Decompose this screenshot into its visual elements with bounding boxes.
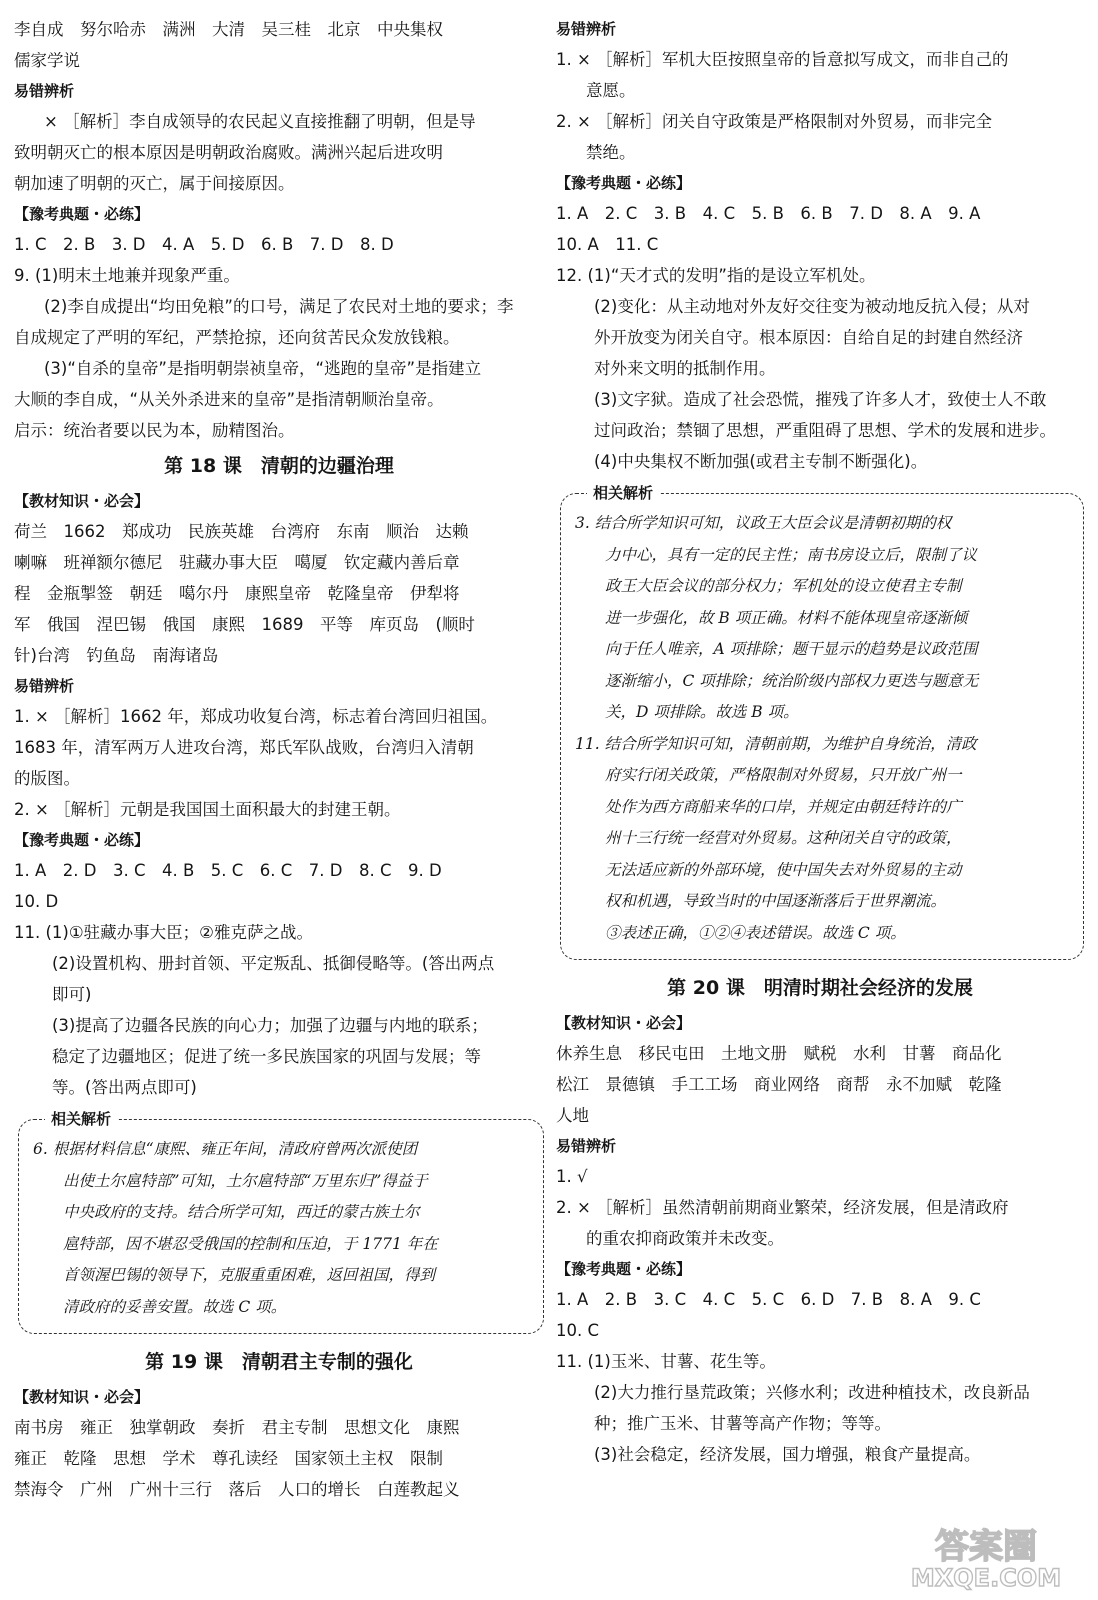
analysis-line: 州十三行统一经营对外贸易。这种闭关自守的政策，: [605, 829, 962, 847]
text-line: 朝加速了明朝的灭亡，属于间接原因。: [14, 174, 295, 193]
related-analysis-box: [560, 484, 1084, 960]
text-line: (2)变化：从主动地对外友好交往变为被动地反抗入侵；从对: [594, 297, 1030, 316]
text-line: 李自成 努尔哈赤 满洲 大清 吴三桂 北京 中央集权: [14, 20, 443, 39]
analysis-line: 3. 结合所学知识可知，议政王大臣会议是清朝初期的权: [575, 514, 952, 532]
text-line: × ［解析］李自成领导的农民起义直接推翻了明朝，但是导: [44, 112, 476, 131]
text-line: 启示：统治者要以民为本，励精图治。: [14, 421, 295, 440]
analysis-line: 府实行闭关政策，严格限制对外贸易，只开放广州一: [605, 766, 962, 784]
analysis-line: 力中心，具有一定的民主性；南书房设立后，限制了议: [605, 545, 978, 564]
analysis-line: 中央政府的支持。结合所学可知，西迁的蒙古族土尔: [63, 1203, 420, 1221]
text-line: (3)提高了边疆各民族的向心力；加强了边疆与内地的联系；: [52, 1016, 488, 1035]
text-line: 12. (1)“天才式的发明”指的是设立军机处。: [556, 266, 876, 285]
text-line: 9. (1)明末土地兼并现象严重。: [14, 266, 240, 285]
analysis-line: 关，D 项排除。故选 B 项。: [605, 703, 799, 721]
text-line: 过问政治；禁锢了思想，严重阻碍了思想、学术的发展和进步。: [594, 421, 1056, 440]
text-line: (3)“自杀的皇帝”是指明朝崇祯皇帝，“逃跑的皇帝”是指建立: [44, 359, 482, 378]
section-heading: 【豫考典题・必练】: [556, 1260, 692, 1278]
section-heading: 易错辨析: [14, 82, 75, 100]
section-heading: 【教材知识・必会】: [556, 1014, 692, 1032]
text-line: 南书房 雍正 独掌朝政 奏折 君主专制 思想文化 康熙: [14, 1418, 460, 1437]
section-heading: 【教材知识・必会】: [14, 1388, 150, 1406]
text-line: 2. × ［解析］元朝是我国国土面积最大的封建王朝。: [14, 800, 401, 819]
text-line: 针)台湾 钓鱼岛 南海诸岛: [14, 646, 219, 665]
analysis-line: 处作为西方商船来华的口岸，并规定由朝廷特许的广: [605, 797, 962, 816]
text-line: 意愿。: [586, 81, 636, 100]
text-line: 10. C: [556, 1321, 600, 1340]
analysis-line: 逐渐缩小，C 项排除；统治阶级内部权力更迭与题意无: [605, 671, 979, 690]
section-heading: 易错辨析: [14, 677, 75, 695]
text-line: 11. (1)①驻藏办事大臣；②雅克萨之战。: [14, 923, 313, 942]
text-line: 大顺的李自成，“从关外杀进来的皇帝”是指清朝顺治皇帝。: [14, 390, 444, 409]
text-line: 休养生息 移民屯田 土地文册 赋税 水利 甘薯 商品化: [556, 1044, 1002, 1063]
text-line: 外开放变为闭关自守。根本原因：自给自足的封建自然经济: [594, 328, 1023, 347]
text-line: 1. A 2. C 3. B 4. C 5. B 6. B 7. D 8. A 9. A: [556, 204, 981, 223]
lesson-title: 第 20 课 明清时期社会经济的发展: [667, 977, 973, 999]
watermark-url: MXQE.COM: [910, 1564, 1062, 1592]
text-line: (4)中央集权不断加强(或君主专制不断强化)。: [594, 452, 928, 471]
text-line: 禁海令 广州 广州十三行 落后 人口的增长 白莲教起义: [14, 1480, 460, 1499]
text-line: 儒家学说: [14, 51, 80, 70]
box-label: 相关解析: [587, 482, 659, 504]
analysis-line: 无法适应新的外部环境，使中国失去对外贸易的主动: [605, 860, 962, 879]
text-line: 喇嘛 班禅额尔德尼 驻藏办事大臣 噶厦 钦定藏内善后章: [14, 553, 460, 572]
watermark-logo: [888, 1520, 1084, 1592]
text-line: 种；推广玉米、甘薯等高产作物；等等。: [594, 1414, 891, 1433]
analysis-line: 扈特部，因不堪忍受俄国的控制和压迫，于 1771 年在: [63, 1234, 438, 1253]
text-line: 1. √: [556, 1167, 588, 1186]
analysis-line: ③表述正确，①②④表述错误。故选 C 项。: [605, 923, 906, 942]
text-line: 程 金瓶掣签 朝廷 噶尔丹 康熙皇帝 乾隆皇帝 伊犁将: [14, 584, 460, 603]
text-line: (3)文字狱。造成了社会恐慌，摧残了许多人才，致使士人不敢: [594, 390, 1047, 409]
analysis-line: 6. 根据材料信息“康熙、雍正年间，清政府曾两次派使团: [33, 1140, 418, 1158]
text-line: 的版图。: [14, 769, 80, 788]
text-line: 松江 景德镇 手工工场 商业网络 商帮 永不加赋 乾隆: [556, 1075, 1002, 1094]
section-heading: 【教材知识・必会】: [14, 492, 150, 510]
text-line: 对外来文明的抵制作用。: [594, 359, 776, 378]
analysis-line: 首领渥巴锡的领导下，克服重重困难，返回祖国，得到: [63, 1266, 436, 1284]
section-heading: 易错辨析: [556, 20, 617, 38]
right-column: [556, 14, 1084, 1470]
text-line: 荷兰 1662 郑成功 民族英雄 台湾府 东南 顺治 达赖: [14, 522, 469, 541]
lesson-title: 第 19 课 清朝君主专制的强化: [145, 1351, 413, 1373]
text-line: 10. A 11. C: [556, 235, 659, 254]
analysis-line: 11. 结合所学知识可知，清朝前期，为维护自身统治，清政: [575, 734, 977, 753]
text-line: 军 俄国 涅巴锡 俄国 康熙 1689 平等 库页岛 (顺时: [14, 615, 475, 634]
text-line: 人地: [556, 1106, 589, 1125]
text-line: 禁绝。: [586, 143, 636, 162]
text-line: 雍正 乾隆 思想 学术 尊孔读经 国家领土主权 限制: [14, 1449, 443, 1468]
watermark-text: 答案圈: [935, 1527, 1037, 1567]
text-line: 稳定了边疆地区；促进了统一多民族国家的巩固与发展；等: [52, 1047, 481, 1066]
text-line: 11. (1)玉米、甘薯、花生等。: [556, 1352, 776, 1371]
text-line: 自成规定了严明的军纪，严禁抢掠，还向贫苦民众发放钱粮。: [14, 328, 460, 347]
analysis-line: 政王大臣会议的部分权力；军机处的设立使君主专制: [605, 577, 962, 595]
text-line: 1683 年，清军两万人进攻台湾，郑氏军队战败，台湾归入清朝: [14, 738, 474, 757]
text-line: 1. C 2. B 3. D 4. A 5. D 6. B 7. D 8. D: [14, 235, 394, 254]
left-column: [14, 14, 544, 1505]
text-line: 等。(答出两点即可): [52, 1078, 197, 1097]
box-label: 相关解析: [45, 1108, 117, 1130]
analysis-line: 清政府的妥善安置。故选 C 项。: [63, 1297, 287, 1316]
section-heading: 【豫考典题・必练】: [14, 831, 150, 849]
text-line: (3)社会稳定，经济发展，国力增强，粮食产量提高。: [594, 1445, 981, 1464]
text-line: (2)大力推行垦荒政策；兴修水利；改进种植技术，改良新品: [594, 1383, 1030, 1402]
text-line: 1. A 2. D 3. C 4. B 5. C 6. C 7. D 8. C 9. D: [14, 861, 442, 880]
text-line: 1. × ［解析］军机大臣按照皇帝的旨意拟写成文，而非自己的: [556, 50, 1009, 69]
text-line: (2)设置机构、册封首领、平定叛乱、抵御侵略等。(答出两点: [52, 954, 495, 973]
text-line: 1. × ［解析］1662 年，郑成功收复台湾，标志着台湾回归祖国。: [14, 707, 498, 726]
text-line: 即可): [52, 985, 92, 1004]
text-line: 致明朝灭亡的根本原因是明朝政治腐败。满洲兴起后进攻明: [14, 143, 443, 162]
text-line: 1. A 2. B 3. C 4. C 5. C 6. D 7. B 8. A 9. C: [556, 1290, 981, 1309]
analysis-line: 向于任人唯亲，A 项排除；题干显示的趋势是议政范围: [605, 640, 978, 658]
related-analysis-box: [18, 1110, 544, 1334]
section-heading: 【豫考典题・必练】: [14, 205, 150, 223]
section-heading: 易错辨析: [556, 1137, 617, 1155]
section-heading: 【豫考典题・必练】: [556, 174, 692, 192]
text-line: 的重农抑商政策并未改变。: [586, 1229, 784, 1248]
analysis-line: 出使土尔扈特部”可知，土尔扈特部“万里东归”得益于: [63, 1171, 428, 1190]
text-line: 10. D: [14, 892, 59, 911]
lesson-title: 第 18 课 清朝的边疆治理: [164, 455, 394, 477]
text-line: 2. × ［解析］闭关自守政策是严格限制对外贸易，而非完全: [556, 112, 993, 131]
analysis-line: 进一步强化，故 B 项正确。材料不能体现皇帝逐渐倾: [605, 608, 968, 627]
text-line: (2)李自成提出“均田免粮”的口号，满足了农民对土地的要求；李: [44, 297, 514, 316]
text-line: 2. × ［解析］虽然清朝前期商业繁荣，经济发展，但是清政府: [556, 1198, 1009, 1217]
analysis-line: 权和机遇，导致当时的中国逐渐落后于世界潮流。: [605, 892, 947, 910]
